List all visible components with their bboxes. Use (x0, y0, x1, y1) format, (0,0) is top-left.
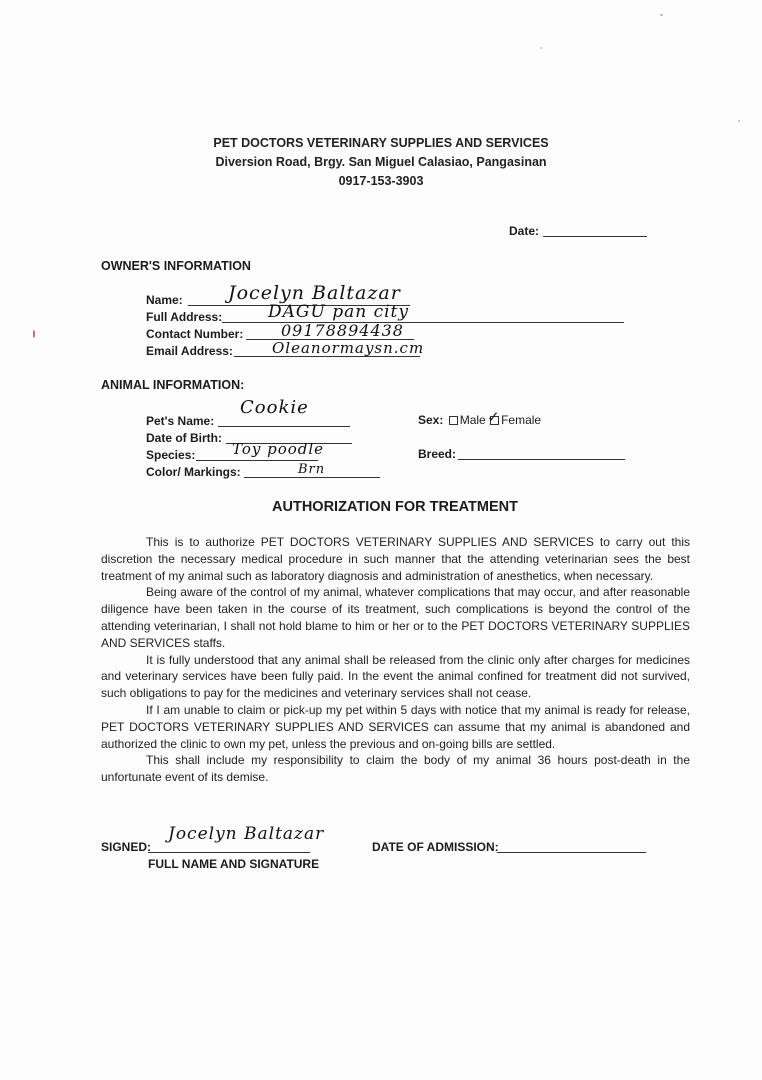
owner-contact-handwritten: 09178894438 (281, 321, 404, 340)
color-label: Color/ Markings: (146, 465, 241, 479)
male-checkbox[interactable] (449, 416, 458, 425)
admission-label: DATE OF ADMISSION: (372, 840, 499, 854)
business-phone: 0917-153-3903 (338, 174, 424, 188)
owner-section-title: OWNER'S INFORMATION (101, 259, 251, 273)
scan-speck (540, 47, 542, 49)
owner-contact-label: Contact Number: (146, 327, 244, 341)
authorization-paragraph: Being aware of the control of my animal, whatever complications that may occur, and after reasonable diligence have been taken in the course of its treatment, such complications is beyond the control of the attending veterinarian, I shall not hold blame to him or her or to the PET DOCTORS VETERINARY SUPPLIES AND SERVICES staffs. (101, 585, 690, 650)
sex-field (418, 409, 542, 427)
species-handwritten: Toy poodle (232, 440, 325, 458)
male-option-label: Male (459, 413, 486, 427)
pet-name-field[interactable] (218, 426, 350, 427)
female-option-label: Female (501, 413, 542, 427)
female-checkbox[interactable] (487, 409, 501, 427)
animal-section-title: ANIMAL INFORMATION: (101, 378, 245, 392)
owner-email-handwritten: Oleanormaysn.cm (272, 339, 425, 357)
checkmark-icon: ✓ (487, 409, 500, 426)
owner-email-label: Email Address: (146, 344, 233, 358)
pet-name-label: Pet's Name: (146, 414, 215, 428)
breed-field[interactable] (458, 459, 625, 460)
owner-address-handwritten: DAGU pan city (268, 302, 409, 322)
authorization-body (101, 534, 690, 786)
authorization-paragraph: This is to authorize PET DOCTORS VETERINARY SUPPLIES AND SERVICES to carry out this discretion the necessary medical procedure in such manner that the attending veterinarian sees the best treatment of my animal such as laboratory diagnosis and administration of anesthetics, when necessary. (101, 535, 690, 583)
scan-speck (660, 14, 663, 16)
signature-handwritten: Jocelyn Baltazar (168, 824, 325, 844)
authorization-paragraph: It is fully understood that any animal shall be released from the clinic only after charges for medicines and veterinary services have been fully paid. In the event the animal confined for treatment did not survived, such obligations to pay for the medicines and veterinary services shall not cease. (101, 652, 690, 701)
dob-label: Date of Birth: (146, 431, 222, 445)
date-field[interactable] (543, 236, 647, 237)
admission-date-field[interactable] (497, 852, 646, 853)
species-field[interactable] (196, 460, 318, 461)
breed-label: Breed: (418, 447, 457, 461)
color-handwritten: Brn (298, 462, 326, 477)
date-label: Date: (509, 224, 540, 238)
signed-label: SIGNED: (101, 840, 152, 854)
business-name: PET DOCTORS VETERINARY SUPPLIES AND SERVICES (213, 136, 549, 150)
species-label: Species: (146, 448, 196, 462)
authorization-paragraph: If I am unable to claim or pick-up my pet within 5 days with notice that my animal is ready for release, PET DOCTORS VETERINARY SUPPLIES AND SERVICES can assume that my animal is abandoned and authorized the clinic to own my pet, unless the previous and on-going bills are settled. (101, 702, 690, 751)
color-field[interactable] (244, 477, 380, 478)
authorization-paragraph: This shall include my responsibility to claim the body of my animal 36 hours post-death in the unfortunate event of its demise. (101, 753, 690, 785)
sex-label: Sex: (418, 413, 444, 427)
scan-speck (33, 330, 35, 338)
signature-caption: FULL NAME AND SIGNATURE (148, 857, 320, 871)
owner-name-label: Name: (146, 293, 183, 307)
business-address: Diversion Road, Brgy. San Miguel Calasiao, Pangasinan (215, 155, 547, 169)
owner-name-handwritten: Jocelyn Baltazar (228, 282, 401, 304)
scan-speck (738, 120, 740, 122)
authorization-title: AUTHORIZATION FOR TREATMENT (272, 499, 518, 515)
owner-address-label: Full Address: (146, 310, 223, 324)
pet-name-handwritten: Cookie (240, 397, 309, 418)
signature-field[interactable] (148, 852, 310, 853)
